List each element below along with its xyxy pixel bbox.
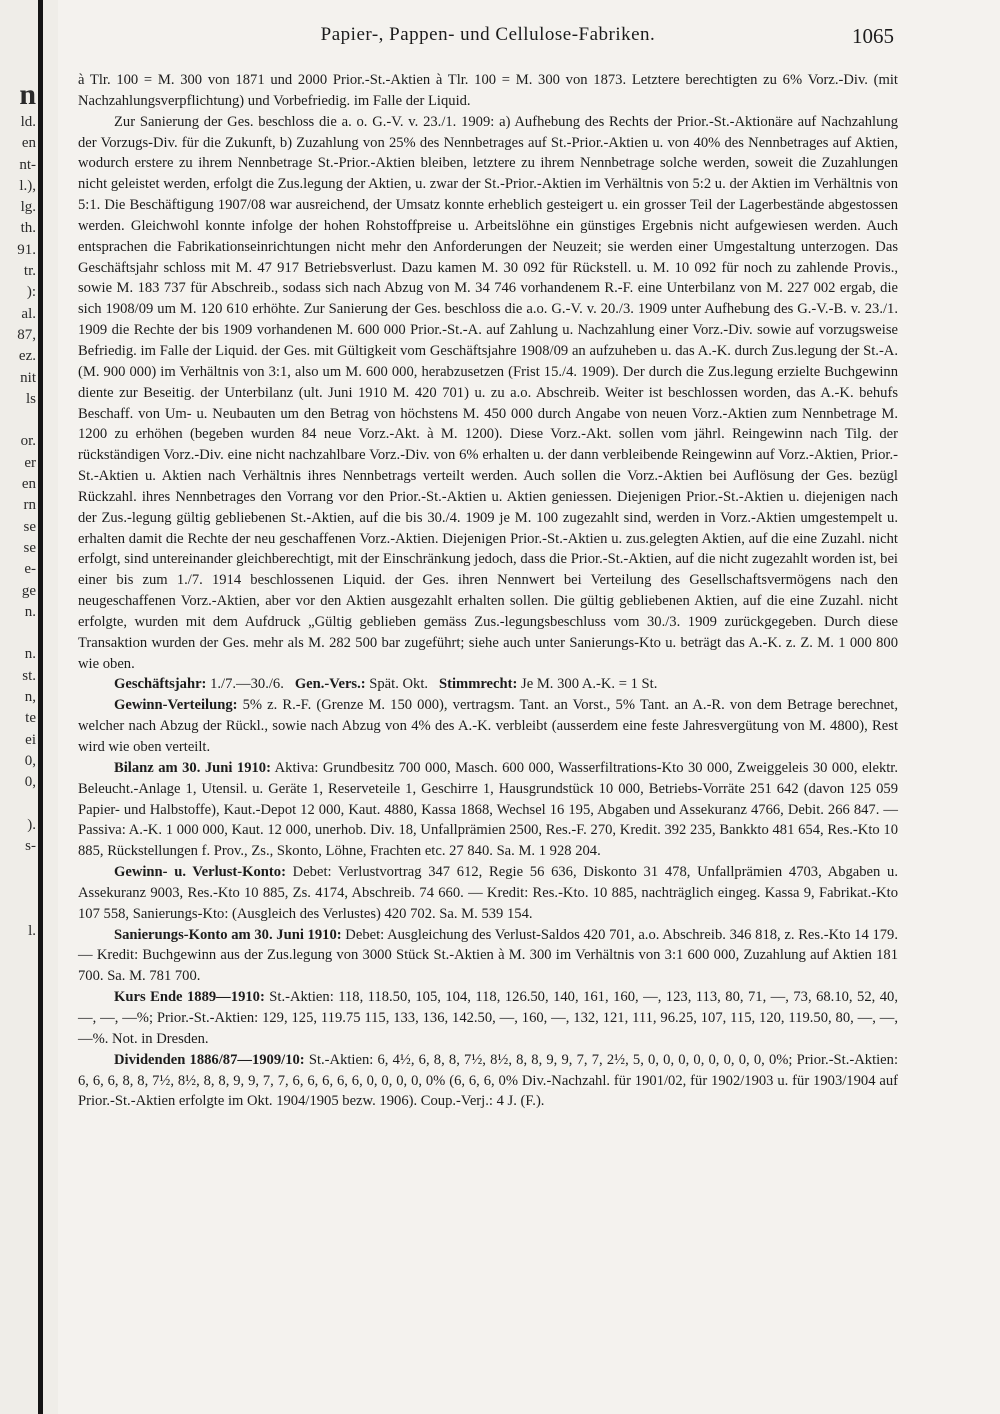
gutter-fragment: te (25, 710, 36, 727)
gutter-fragment (0, 794, 36, 815)
gutter-fragment: 87, (17, 326, 36, 343)
paragraph-sanierung: Zur Sanierung der Ges. beschloss die a. o. G.-V. v. 23./1. 1909: a) Aufhebung des Rechts der Prior.-St.-Aktionäre auf Nachzahlung der Vorzugs-Div. für die Zukunft, b) Zuzahlung von 25% des Nennbetrages auf St.-Prior.-Aktien u. von 40% des Nennbetrages auf Aktien, wodurch erstere zu ihrem Nennbetrage St.-Prior.-Aktien bleiben, letztere zu ihrem Nennbetrage solche werden, soweit die Zuzahlungen nicht geleistet werden, erfolgt die Zus.legung der Aktien, u. zwar der St.-Prior.-Aktien im Verhältnis von 5:2 u. der Aktien im Verhältnis von 5:1. Die Beschäftigung 1907/08 war ausreichend, der Umsatz konnte erheblich gesteigert u. ein grosser Teil der Lagerbestände abgestossen werden. Gleichwohl konnte infolge der hohen Rohstoffpreise u. Arbeitslöhne ein günstiges Ergebnis nicht aufgewiesen werden. Auch entsprachen die Fabrikationseinrichtungen nicht mehr den Anforderungen der Neuzeit; sie werden einer Umgestaltung unterzogen. Das Geschäftsjahr schloss mit M. 47 917 Betriebsverlust. Dazu kamen M. 30 092 für Rückstell. u. M. 10 092 für noch zu zahlende Provis., sowie M. 183 737 für Abschreib., sodass sich nach Abzug von M. 34 746 vorhandenem R.-F. eine Unterbilanz von M. 227 002 ergab, die sich 1908/09 um M. 120 610 erhöhte. Zur Sanierung der Ges. beschloss die a.o. G.-V. v. 20./3. 1909 unter Aufhebung des G.-V.-B. v. 23./1. 1909 die Rechte der bis 1909 vorhandenen M. 600 000 Prior.-St.-A. auf Zahlung u. Nachzahlung einer Vorz.-Div. sowie auf vorzugsweise Befriedig. im Falle der Liquid. der Ges. mit Gültigkeit vom Geschäftsjahre 1908/09 an aufzuheben u. das A.-K. durch Zus.legung der St.-A. (M. 900 000) im Verhältnis von 3:1, also um M. 600 000, herabzusetzen (Frist 15./4. 1909). Der durch die Zus.legung erzielte Buchgewinn diente zur Beseitig. der Unterbilanz (ult. Juni 1910 M. 420 701) u. zu a.o. Abschreib. Weiter ist beschlossen worden, das A.-K. behufs Beschaff. von Um- u. Neubauten um den Betrag von höchstens M. 450 000 durch Angabe von neuen Vorz.-Aktien zum Nennbetrage M. 1200 zu erhöhen (begeben wurden 84 neue Vorz.-Akt. à M. 1200). Diese Vorz.-Akt. sollen vom jährl. Reingewinn nach Tilg. der rückständigen Vorz.-Div. eine nicht nachzahlbare Vorz.-Div. von 6% erhalten u. der dann verbleibende Reingewinn auf Vorz.-Aktien, Prior.-St.-Aktien u. Aktien nach Verhältnis ihres Nennbetrags verteilt werden. Auch sollen die Vorz.-Aktien bei Auflösung der Ges. bezügl Rückzahl. ihres Nennbetrages den Vorrang vor den Prior.-St.-Aktien u. Aktien geniessen. Diejenigen Prior.-St.-Aktien u. diejenigen nach der Zus.-legung gültig gebliebenen St.-Aktien, auf die bis 30./4. 1909 je M. 100 zugezahlt sind, werden in Vorz.-Aktien umgestempelt u. erhalten damit die Rechte der neu geschaffenen Vorz.-Aktien. Diejenigen Prior.-St.-Aktien u. zus.gelegten Aktien, auf die eine Zuzahl. nicht erfolgt, sind untereinander gleichberechtigt, mit der Einschränkung jedoch, dass die Prior.-St.-Aktien, auf die nicht zugezahlt worden ist, bei einer bis zum 1./7. 1914 beschlossenen Liquid. der Ges. ihren Nennwert bei Verteilung des Gesellschaftsvermögens nach den neugeschaffenen Vorz.-Aktien, aber vor den Aktien ausgezahlt erhalten sollen. Die gültig gebliebenen Aktien, auf die eine Zuzahl. nicht erfolgte, wurden mit dem Aufdruck „Gültig geblieben gemäss Zus.-legungsbeschluss vom 30./3. 1909 zurückgegeben. Durch diese Transaktion wurden der Ges. mehr als M. 282 500 bar zugeführt; siehe auch unter Sanierungs-Kto u. beträgt das A.-K. z. Z. M. 1 000 800 wie oben. (78, 113, 898, 672)
paragraph-capital: à Tlr. 100 = M. 300 von 1871 und 2000 Prior.-St.-Aktien à Tlr. 100 = M. 300 von 1873. Letztere berechtigten zu 6% Vorz.-Div. (mit Nachzahlungsverpflichtung) und Vorbefriedig. im Falle der Liquid. (78, 72, 898, 109)
value-gewinn-verteilung: 5% z. R.-F. (Grenze M. 150 000), vertragsm. Tant. an Vorst., 5% Tant. an A.-R. von dem Betrage berechnet, welcher nach Abzug der Rückl., sowie nach Abzug von 4% des A.-K. verbleibt (ausserdem eine feste Jahresvergütung von M. 4800), Rest wird wie oben verteilt. (78, 697, 898, 755)
value-gen-vers: Spät. Okt. (369, 676, 429, 693)
gutter-fragment (0, 410, 36, 431)
paragraph-gewinn-verlust (78, 862, 898, 925)
gutter-fragment: l. (28, 923, 36, 940)
gutter-fragment: en (21, 476, 36, 493)
gutter-fragment: er (24, 454, 36, 471)
label-gewinn-verteilung: Gewinn-Verteilung: (114, 697, 238, 714)
value-geschaeftsjahr: 1./7.—30./6. (210, 676, 284, 693)
gutter-fragment: ei (25, 731, 36, 748)
value-bilanz: Aktiva: Grundbesitz 700 000, Masch. 600 000, Wasserfiltrations-Kto 30 000, Zweiggeleis 30 000, elektr. Beleucht.-Anlage 1, Utensil. u. Geräte 1, Reserveteile 1, Geschirre 1, Hausgrundstück 10 000, Betriebs-Vorräte 251 642 (davon 125 059 Papier- und Halbstoffe), Kaut.-Depot 12 000, Kaut. 4880, Kassa 1868, Wechsel 16 195, Abgaben und Assekuranz 4766, Debit. 266 847. — Passiva: A.-K. 1 000 000, Kaut. 12 000, unerhob. Div. 18, Unfallprämien 2500, Res.-F. 270, Kredit. 392 235, Bankkto 481 654, Res.-Kto 10 885, Rückstellungen f. Prov., Zs., Skonto, Löhne, Frachten etc. 27 840. Sa. M. 1 928 204. (78, 759, 899, 860)
gutter-fragment (0, 879, 36, 900)
gutter-fragment: ). (27, 816, 36, 833)
label-kurs: Kurs Ende 1889—1910: (114, 989, 265, 1006)
gutter-fragment: ez. (18, 348, 36, 365)
paragraph-kurs (78, 987, 898, 1050)
gutter-fragment (0, 857, 36, 878)
page-header (78, 24, 898, 52)
gutter-fragment: s- (25, 838, 36, 855)
gutter-fragment (0, 900, 36, 921)
paragraph-geschaeftsjahr (78, 674, 898, 695)
gutter-fragment: nt- (19, 156, 36, 173)
label-stimmrecht: Stimmrecht: (439, 676, 518, 693)
gutter-fragment: 0, (24, 752, 36, 769)
gutter-fragment (0, 623, 36, 644)
running-title: Papier-, Pappen- und Cellulose-Fabriken. (320, 24, 656, 45)
label-dividenden: Dividenden 1886/87—1909/10: (114, 1051, 305, 1068)
label-sanierungs-konto: Sanierungs-Konto am 30. Juni 1910: (114, 926, 342, 943)
column-rule (38, 0, 43, 1414)
gutter-fragment: l.), (19, 177, 36, 194)
gutter-fragment: or. (20, 433, 36, 450)
gutter-fragment: se (23, 539, 36, 556)
value-dividenden: St.-Aktien: 6, 4½, 6, 8, 8, 7½, 8½, 8, 8, 9, 9, 7, 7, 2½, 5, 0, 0, 0, 0, 0, 0, 0, 0, 0%; Prior.-St.-Aktien: 6, 6, 6, 8, 8, 7½, 8½, 8, 8, 9, 9, 7, 7, 6, 6, 6, 6, 6, 0, 0, 0, 0, 0% (6, 6, 6, 0% Div.-Nachzahl. für 1901/02, für 1902/1903 u. für 1903/1904 auf Prior.-St.-Aktien erfolgte im Okt. 1904/1905 bezw. 1906). Coup.-Verj.: 4 J. (F.). (78, 1051, 899, 1110)
paragraph-bilanz (78, 758, 898, 862)
gutter-fragment: ge (21, 582, 36, 599)
value-gewinn-verlust: Debet: Verlustvortrag 347 612, Regie 56 636, Diskonto 31 478, Unfallprämien 4703, Abgaben u. Assekuranz 9003, Res.-Kto 10 885, Zs. 4174, Abschreib. 74 660. — Kredit: Res.-Kto. 10 885, nachträglich eingeg. Kassa 9, Fabrikat.-Kto 107 558, Sanierungs-Kto: (Ausgleich des Verlustes) 420 702. Sa. M. 539 154. (78, 864, 898, 922)
gutter-fragment: n (19, 78, 36, 111)
gutter-fragment: ls (25, 390, 36, 407)
gutter-fragment: rn (23, 497, 36, 514)
value-stimmrecht: Je M. 300 A.-K. = 1 St. (521, 676, 658, 693)
value-kurs: St.-Aktien: 118, 118.50, 105, 104, 118, 126.50, 140, 161, 160, —, 123, 113, 80, 71, —, 73, 68.10, 52, 40, —, —, —%; Prior.-St.-Aktien: 129, 125, 119.75 115, 133, 136, 142.50, —, 160, —, 132, 121, 111, 96.25, 107, 115, 120, 119.50, 80, —, —, —%. Not. in Dresden. (78, 989, 898, 1047)
label-bilanz: Bilanz am 30. Juni 1910: (114, 759, 271, 776)
gutter-fragment: al. (21, 305, 36, 322)
paragraph-sanierungs-konto (78, 925, 898, 988)
label-geschaeftsjahr: Geschäftsjahr: (114, 676, 207, 693)
gutter-fragment: e- (24, 561, 36, 578)
gutter-fragment: se (23, 518, 36, 535)
paragraph-dividenden (78, 1050, 898, 1113)
body-text (78, 70, 898, 1112)
gutter-fragment: 0, (24, 774, 36, 791)
value-sanierungs-konto: Debet: Ausgleichung des Verlust-Saldos 420 701, a.o. Abschreib. 346 818, z. Res.-Kto 14 179. — Kredit: Buchgewinn aus der Zus.legung von 3000 Stück St.-Aktien à M. 300 im Verhältnis von 3:1 600 000, Zuzahlung auf Aktien 181 700. Sa. M. 781 700. (78, 926, 898, 985)
page-number: 1065 (852, 24, 894, 48)
gutter-fragment: th. (20, 220, 36, 237)
gutter-fragment: en (21, 135, 36, 152)
gutter-fragment: st. (22, 667, 36, 684)
previous-page-fragments (0, 78, 36, 943)
gutter-fragment: ld. (20, 114, 36, 130)
gutter-fragment: n. (24, 603, 36, 620)
gutter-fragment: lg. (20, 199, 36, 216)
gutter-fragment: n, (24, 689, 36, 706)
left-gutter (0, 0, 58, 1414)
gutter-fragment: nit (20, 369, 36, 386)
gutter-fragment: n. (24, 646, 36, 663)
gutter-fragment: tr. (23, 263, 36, 280)
gutter-fragment: ): (26, 284, 36, 301)
label-gewinn-verlust: Gewinn- u. Verlust-Konto: (114, 864, 286, 881)
gutter-fragment: 91. (17, 241, 36, 258)
paragraph-gewinn-verteilung (78, 695, 898, 758)
label-gen-vers: Gen.-Vers.: (294, 676, 366, 693)
